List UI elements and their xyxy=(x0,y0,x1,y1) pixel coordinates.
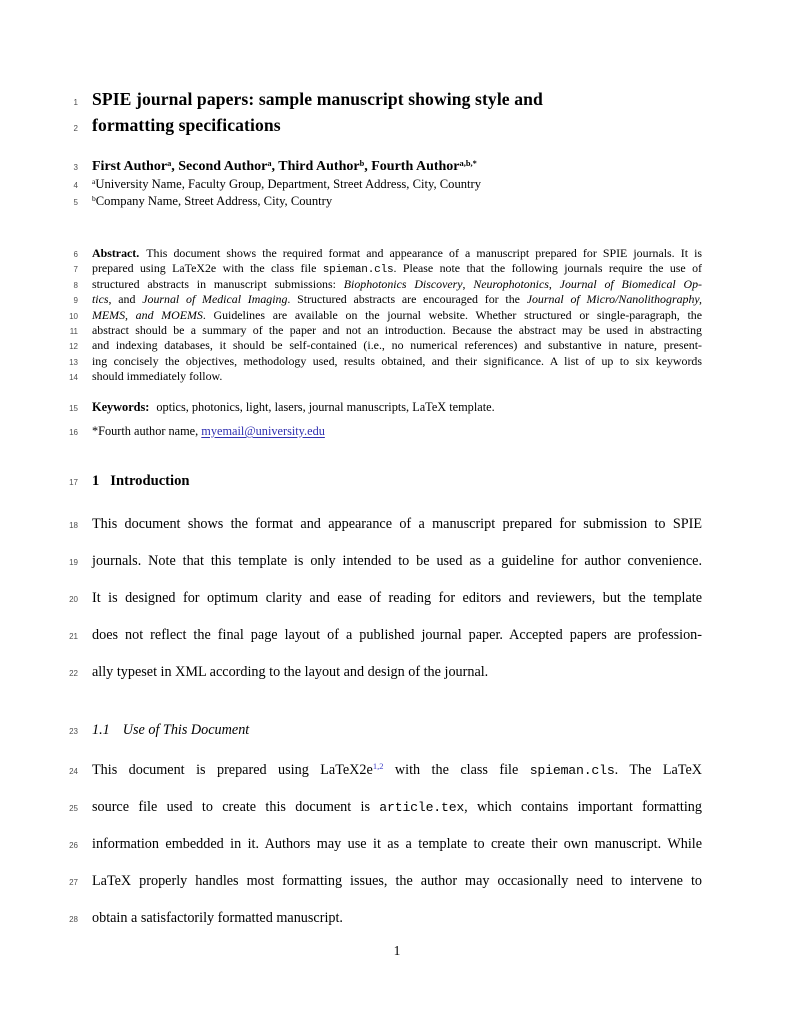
text-segment: , which contains important formatting xyxy=(464,798,702,815)
line-number: 10 xyxy=(69,311,78,321)
document-content xyxy=(52,0,702,937)
text-segment: structured abstracts in manuscript submissions: xyxy=(92,276,344,291)
doc-line xyxy=(52,323,702,338)
line-number: 8 xyxy=(73,280,78,290)
text-segment: a xyxy=(167,158,172,168)
text-segment: source file used to create this document is xyxy=(92,798,380,815)
line-number: 26 xyxy=(69,840,78,850)
text-segment: should immediately follow. xyxy=(92,369,223,384)
doc-line xyxy=(52,580,702,617)
doc-line xyxy=(52,277,702,292)
doc-line xyxy=(52,338,702,353)
line-text xyxy=(92,826,702,863)
doc-line xyxy=(52,617,702,654)
text-segment: a,b,* xyxy=(459,158,477,168)
block-subsection-use-of-this-document xyxy=(52,720,702,740)
text-segment: Company Name, Street Address, City, Country xyxy=(95,194,333,208)
line-text xyxy=(92,261,702,276)
text-segment: SPIE journal papers: sample manuscript showing style and xyxy=(92,89,543,109)
citation-link[interactable]: 1,2 xyxy=(372,761,384,772)
text-segment: ally typeset in XML according to the layout and design of the journal. xyxy=(92,663,489,680)
line-text xyxy=(92,323,702,338)
text-segment: , Second Author xyxy=(171,159,268,174)
line-number: 1 xyxy=(73,98,78,107)
text-segment: information embedded in it. Authors may use it as a template to create their own manuscript. While xyxy=(92,835,702,852)
text-segment: optics, photonics, light, lasers, journal manuscripts, LaTeX template. xyxy=(156,399,495,414)
doc-line xyxy=(52,292,702,307)
line-number: 21 xyxy=(69,631,78,641)
line-text xyxy=(92,543,702,580)
doc-line xyxy=(52,246,702,261)
line-number: 9 xyxy=(73,296,78,306)
line-text xyxy=(92,338,702,353)
line-text xyxy=(92,369,702,384)
doc-line xyxy=(52,900,702,937)
doc-line xyxy=(52,369,702,384)
text-segment: prepared using LaTeX2e with the class file xyxy=(92,261,323,276)
text-segment: spieman.cls xyxy=(322,264,394,277)
line-number: 4 xyxy=(73,181,78,190)
doc-line xyxy=(52,86,702,112)
text-segment: , and xyxy=(108,292,143,307)
text-segment: Introduction xyxy=(110,472,190,489)
text-segment: , Third Author xyxy=(271,159,360,174)
block-title xyxy=(52,86,702,138)
block-intro-paragraph xyxy=(52,506,702,691)
line-text xyxy=(92,863,702,900)
line-number: 11 xyxy=(69,326,78,336)
line-number: 12 xyxy=(69,342,78,352)
text-segment: article.tex xyxy=(379,799,465,815)
text-segment: Journal of Medical Imaging xyxy=(142,292,288,307)
text-segment: This document is prepared using LaTeX2e xyxy=(92,761,373,778)
doc-line xyxy=(52,826,702,863)
line-text xyxy=(92,752,702,789)
text-segment: obtain a satisfactorily formatted manuscript. xyxy=(92,909,343,926)
text-segment: First Author xyxy=(92,159,168,174)
line-text xyxy=(92,176,702,193)
line-text xyxy=(92,246,702,261)
doc-line xyxy=(52,308,702,323)
text-segment: , Fourth Author xyxy=(364,159,460,174)
text-segment: Journal of Biomedical Op- xyxy=(559,276,702,291)
text-segment: LaTeX properly handles most formatting issues, the author may occasionally need to intervene to xyxy=(92,872,702,889)
doc-line xyxy=(52,506,702,543)
line-text xyxy=(92,900,702,937)
line-text xyxy=(92,292,702,307)
doc-line xyxy=(52,399,702,415)
block-use-paragraph xyxy=(52,752,702,937)
block-footnote xyxy=(52,423,702,439)
line-text xyxy=(92,471,702,491)
doc-line xyxy=(52,789,702,826)
doc-line xyxy=(52,720,702,740)
doc-line xyxy=(52,112,702,138)
line-number: 28 xyxy=(69,914,78,924)
line-number: 23 xyxy=(69,726,78,736)
text-segment: Keywords: xyxy=(92,399,150,414)
doc-line xyxy=(52,863,702,900)
line-number: 5 xyxy=(73,198,78,207)
text-segment: , xyxy=(548,276,560,291)
text-segment: . Please note that the following journals require the use of xyxy=(393,261,702,276)
block-affiliations xyxy=(52,176,702,210)
text-segment: ing concisely the objectives, methodology used, results obtained, and their significance. A list of up to six keywords xyxy=(92,353,702,368)
line-text xyxy=(92,354,702,369)
text-segment: spieman.cls xyxy=(529,762,615,778)
text-segment: tics xyxy=(92,292,109,307)
line-number: 20 xyxy=(69,594,78,604)
line-text xyxy=(92,277,702,292)
text-segment: 1 xyxy=(92,472,100,489)
line-number: 25 xyxy=(69,803,78,813)
doc-line xyxy=(52,543,702,580)
text-segment: and indexing databases, it should be self-contained (i.e., no numerical references) and substantive in nature, present- xyxy=(92,338,702,353)
line-text xyxy=(92,193,702,210)
line-number: 17 xyxy=(69,477,78,487)
line-text xyxy=(92,86,702,112)
text-segment: *Fourth author name, xyxy=(92,423,202,438)
line-number: 18 xyxy=(69,520,78,530)
text-segment: . Guidelines are available on the journal website. Whether structured or single-paragraph, the xyxy=(202,307,702,322)
doc-line xyxy=(52,654,702,691)
text-segment: abstract should be a summary of the paper and not an introduction. Because the abstract may be used in abstracting xyxy=(92,322,702,337)
line-number: 27 xyxy=(69,877,78,887)
text-segment: with the class file xyxy=(383,761,530,778)
doc-line xyxy=(52,193,702,210)
doc-line xyxy=(52,354,702,369)
text-segment: a xyxy=(267,158,272,168)
doc-line xyxy=(52,423,702,439)
text-segment: 1.1 xyxy=(92,721,110,738)
doc-line xyxy=(52,261,702,276)
text-segment: This document shows the format and appearance of a manuscript prepared for submission to SPIE xyxy=(92,515,702,532)
text-segment: journals. Note that this template is only intended to be used as a guideline for author convenience. xyxy=(92,552,702,569)
text-segment: University Name, Faculty Group, Department, Street Address, City, Country xyxy=(95,177,482,191)
line-number: 22 xyxy=(69,668,78,678)
page-number: 1 xyxy=(393,943,401,958)
doc-line xyxy=(52,471,702,491)
text-segment: b xyxy=(359,158,365,168)
email-link[interactable]: myemail@university.edu xyxy=(201,423,325,438)
line-text xyxy=(92,617,702,654)
text-segment: a xyxy=(92,177,96,187)
line-number: 3 xyxy=(73,163,78,172)
line-text xyxy=(92,112,702,138)
line-number: 19 xyxy=(69,557,78,567)
line-number: 13 xyxy=(69,357,78,367)
line-text xyxy=(92,720,702,740)
doc-line xyxy=(52,158,702,176)
text-segment: . The LaTeX xyxy=(614,761,702,778)
doc-line xyxy=(52,176,702,193)
text-segment: . Structured abstracts are encouraged for the xyxy=(287,292,527,307)
line-text xyxy=(92,654,702,691)
text-segment: It is designed for optimum clarity and ease of reading for editors and reviewers, but the template xyxy=(92,589,702,606)
text-segment: Use of This Document xyxy=(122,721,250,738)
text-segment: b xyxy=(92,194,96,204)
line-number: 7 xyxy=(73,265,78,275)
line-text xyxy=(92,580,702,617)
line-number: 14 xyxy=(69,373,78,383)
block-abstract xyxy=(52,246,702,385)
line-text xyxy=(92,423,702,439)
line-number: 15 xyxy=(69,403,78,413)
line-number: 16 xyxy=(69,427,78,437)
block-keywords xyxy=(52,399,702,415)
text-segment: MEMS, and MOEMS xyxy=(92,307,203,322)
text-segment: formatting specifications xyxy=(92,115,281,135)
text-segment: Journal of Micro/Nanolithography, xyxy=(526,292,702,307)
line-number: 24 xyxy=(69,766,78,776)
line-number: 6 xyxy=(73,250,78,259)
line-text xyxy=(92,506,702,543)
block-section-introduction xyxy=(52,471,702,491)
text-segment: does not reflect the final page layout of a published journal paper. Accepted papers are profession- xyxy=(92,626,702,643)
text-segment: This document shows the required format and appearance of a manuscript prepared for SPIE journals. It is xyxy=(146,246,702,260)
text-segment: Neurophotonics xyxy=(473,276,549,291)
text-segment: Abstract. xyxy=(92,246,140,260)
text-segment: , xyxy=(462,276,474,291)
text-segment: Biophotonics Discovery xyxy=(343,276,463,291)
line-text xyxy=(92,158,702,176)
line-text xyxy=(92,399,702,415)
line-number: 2 xyxy=(73,124,78,133)
line-text xyxy=(92,789,702,826)
line-text xyxy=(92,308,702,323)
doc-line xyxy=(52,752,702,789)
block-authors xyxy=(52,158,702,176)
